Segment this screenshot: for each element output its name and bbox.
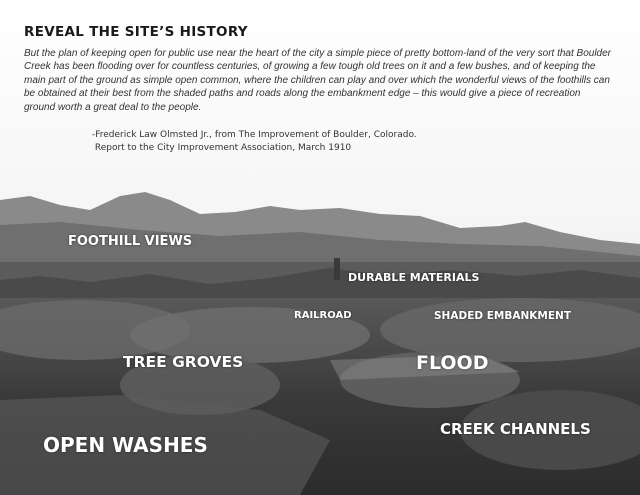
label-durable-materials: DURABLE MATERIALS: [348, 271, 480, 284]
label-flood: FLOOD: [416, 352, 489, 374]
page-title: REVEAL THE SITE’S HISTORY: [24, 24, 248, 40]
attribution-line-1: -Frederick Law Olmsted Jr., from The Improvement of Boulder, Colorado.: [92, 130, 417, 140]
label-creek-channels: CREEK CHANNELS: [440, 420, 591, 438]
label-railroad: RAILROAD: [294, 310, 352, 321]
attribution-line-2: Report to the City Improvement Association, March 1910: [92, 143, 352, 153]
label-foothill-views: FOOTHILL VIEWS: [68, 234, 193, 249]
label-open-washes: OPEN WASHES: [43, 433, 208, 457]
quote-attribution: [92, 129, 417, 155]
olmsted-quote: But the plan of keeping open for public use near the heart of the city a simple piece of pretty bottom-land of the very sort that Boulder Creek has been flooding over for countless centuries, of growing a few tough old trees on it and a few bushes, and of keeping the main part of the ground as simple open common, where the children can play and over which the wonderful views of the foothills can be obtained at their best from the shaded paths and roads along the embankment edge – this would give a piece of recreation ground worth a great deal to the people.: [24, 48, 612, 113]
label-tree-groves: TREE GROVES: [123, 353, 244, 371]
label-shaded-embankment: SHADED EMBANKMENT: [434, 310, 571, 322]
